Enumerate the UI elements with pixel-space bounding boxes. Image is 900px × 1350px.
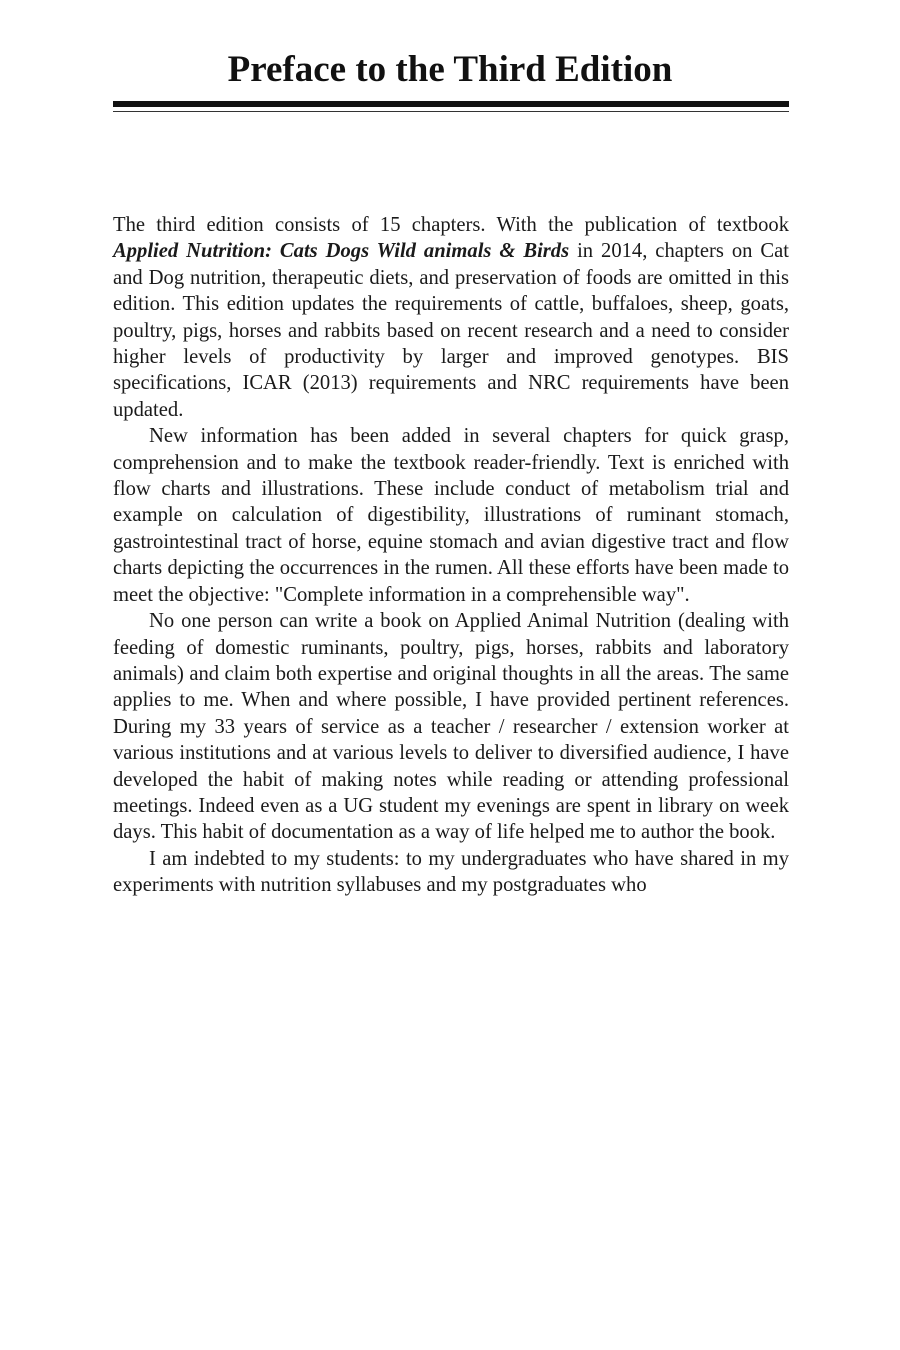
book-title-reference: Applied Nutrition: Cats Dogs Wild animals & Birds <box>113 240 570 263</box>
title-rule-thin <box>113 111 789 112</box>
paragraph-1-rest: in 2014, chapters on Cat and Dog nutrition, therapeutic diets, and preservation of foods are omitted in this edition. This edition updates the requirements of cattle, buffaloes, sheep, goats, poultry, pigs, horses and rabbits based on recent research and a need to consider higher levels of productivity by larger and improved genotypes. BIS specifications, ICAR (2013) requirements and NRC requirements have been updated. <box>113 240 789 421</box>
paragraph-4: I am indebted to my students: to my undergraduates who have shared in my experiments with nutrition syllabuses and my postgraduates who <box>113 847 789 897</box>
paragraph-3: No one person can write a book on Applied Animal Nutrition (dealing with feeding of domestic ruminants, poultry, pigs, horses, rabbits and laboratory animals) and claim both expertise and original thoughts in all the areas. The same applies to me. When and where possible, I have provided pertinent references. During my 33 years of service as a teacher / researcher / extension worker at various institutions and at various levels to deliver to diversified audience, I have developed the habit of making notes while reading or attending professional meetings. Indeed even as a UG student my evenings are spent in library on week days. This habit of documentation as a way of life helped me to author the book. <box>113 610 789 844</box>
page-title: Preface to the Third Edition <box>227 49 673 90</box>
preface-body <box>113 212 789 899</box>
paragraph-2: New information has been added in several chapters for quick grasp, comprehension and to make the textbook reader-friendly. Text is enriched with flow charts and illustrations. These include conduct of metabolism trial and example on calculation of digestibility, illustrations of ruminant stomach, gastrointestinal tract of horse, equine stomach and avian digestive tract and flow charts depicting the occurrences in the rumen. All these efforts have been made to meet the objective: "Complete information in a comprehensible way". <box>113 425 789 606</box>
paragraph-1 <box>113 212 789 423</box>
title-rule-thick <box>113 101 789 107</box>
paragraph-1-intro: The third edition consists of 15 chapters. With the publication of textbook <box>113 214 789 236</box>
